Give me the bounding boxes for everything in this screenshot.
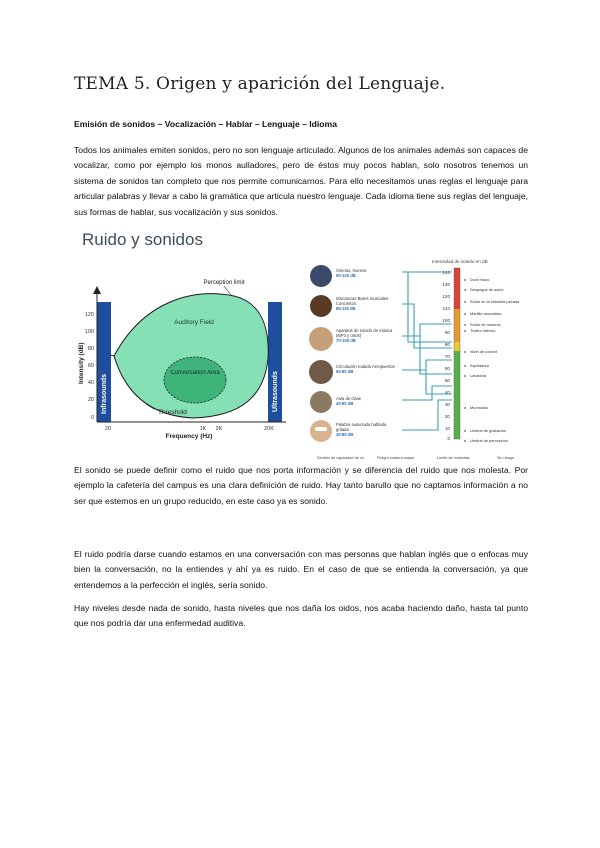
scale-tick: 30: [444, 402, 450, 407]
threshold-label: Threshold: [158, 409, 187, 416]
noise-figure: [74, 224, 534, 446]
scale-tick: 90: [444, 330, 450, 335]
source-name: Sirenas, truenos: [336, 268, 367, 273]
scale-yellow: [454, 342, 460, 352]
legend-label: Sin riesgo: [497, 456, 514, 460]
source-range: 90-120 dB: [336, 273, 356, 278]
scale-tick: 20: [444, 414, 450, 419]
scale-heading: Intensidad de sonido en dB: [432, 259, 488, 264]
paragraph-animals: Todos los animales emiten sonidos, pero no son lenguaje articulado. Algunos de los animales además son capaces de vocalizar, como por ejemplo los monos aulladores, pero de éstos muy pocos hablan, solo nosotros tenemos un sistema de sonidos tan completo que nos permite comunicarnos. Para ello necesitamos unas reglas el lenguaje para articular palabras y llevar a cabo la gramática que articula nuestro lenguaje. Cada idioma tiene sus reglas del lenguaje, sus formas de hablar, sus vocalización y sus sonidos.: [74, 145, 528, 217]
headphones-photo-icon: [309, 327, 333, 351]
source-label-box: [336, 296, 398, 318]
source-range: 50-80 dB: [336, 369, 354, 374]
effect-label: Umbral de grabación: [470, 428, 507, 433]
effect-label: Despegue de avión: [470, 287, 504, 292]
source-range: 40-80 dB: [336, 401, 354, 406]
section-subtitle: Emisión de sonidos – Vocalización – Hablar – Lenguaje – Idioma: [74, 119, 337, 129]
effect-bullet: [464, 407, 466, 409]
page-title: TEMA 5. Origen y aparición del Lenguaje.: [74, 74, 446, 94]
legend-label: Límite de molestias: [437, 456, 470, 460]
y-tick: 80: [87, 346, 94, 352]
legend-row: [74, 456, 534, 462]
scale-tick: 50: [444, 378, 450, 383]
noise-scale-infographic: [309, 259, 520, 446]
noise-figure-svg: [74, 224, 534, 446]
scale-tick: 60: [444, 366, 450, 371]
effect-bullet: [464, 324, 466, 326]
effect-label: Lavadora: [470, 373, 487, 378]
source-label-box: [336, 328, 398, 352]
x-tick: 2K: [215, 426, 223, 432]
source-range: 85-115 dB: [336, 306, 356, 311]
source-label-box: [336, 422, 398, 444]
ultrasound-label: Ultrasounds: [272, 371, 279, 412]
y-tick: 20: [87, 397, 94, 403]
source-range: 30-80 dB: [336, 432, 354, 437]
source-range: 70-100 dB: [336, 338, 356, 343]
x-tick: 20: [104, 426, 112, 432]
x-tick: 20K: [264, 426, 274, 432]
source-label-box: [336, 364, 398, 384]
y-tick: 120: [84, 312, 94, 318]
perception-limit-label: Perception limit: [203, 280, 245, 286]
effect-bullet: [464, 279, 466, 281]
scale-tick: 110: [442, 306, 450, 311]
effect-label: Dolor físico: [470, 277, 490, 282]
effect-bullet: [464, 330, 466, 332]
scale-tick: 0: [447, 436, 450, 441]
effect-label: Ruido de motores: [470, 322, 501, 327]
paragraph-noise-example: El ruido podría darse cuando estamos en una conversación con mas personas que hablan inglés que o enfocas muy bien la conversación, no la entiendes y ahí ya es ruido. En el caso de que se entienda la conversación, ya que entendemos a la perfección el inglés, sería sonido.: [74, 549, 528, 590]
scale-tick: 70: [444, 354, 450, 359]
effect-label: Murmullos: [470, 405, 488, 410]
y-axis-arrow: [93, 286, 101, 294]
conversation-label: Conversation Area: [170, 370, 220, 376]
effect-label: Trafico intenso: [470, 328, 496, 333]
effect-bullet: [464, 289, 466, 291]
x-tick: 1K: [199, 426, 207, 432]
traffic-photo-icon: [309, 360, 333, 384]
paragraph-sound-definition: El sonido se puede definir como el ruido que nos porta información y se diferencia del ruido que nos molesta. Por ejemplo la cafetería del campus es una clara definición de ruido. Hay tanto barullo que no captamos información a no ser que estemos en un grupo reducido, en este caso ya es sonido.: [74, 465, 528, 506]
effect-label: Aspiradora: [470, 363, 489, 368]
disco-photo-icon: [310, 295, 332, 317]
scale-orange: [454, 309, 460, 343]
y-tick: 40: [87, 380, 94, 386]
y-tick: 60: [87, 363, 94, 369]
legend-label: Sentido de capacidad de oír: [317, 456, 365, 460]
auditory-field-chart: [78, 280, 286, 440]
effect-bullet: [464, 301, 466, 303]
paragraph-levels: Hay niveles desde nada de sonido, hasta niveles que nos daña los oidos, nos acaba haciendo daño, hasta tal punto que nos podría dar una enfermedad auditiva.: [74, 603, 528, 629]
scale-tick: 130: [442, 282, 450, 287]
source-name: Aparatos de sonido de música (MP3 y otros): [336, 328, 393, 338]
effect-bullet: [464, 365, 466, 367]
source-name: Circulación rodada Aeropuertos: [336, 364, 395, 369]
effect-bullet: [464, 375, 466, 377]
teeth-shape: [315, 427, 327, 431]
x-axis-label: Frequency (Hz): [165, 433, 213, 440]
scale-tick: 100: [442, 318, 450, 323]
scale-tick: 140: [442, 270, 450, 275]
source-label-box: [336, 268, 398, 288]
effect-label: Martillo neumático: [470, 311, 502, 316]
effect-label: Ruido en la industria pesada: [470, 299, 520, 304]
effect-bullet: [464, 313, 466, 315]
effect-label: Umbral de percepción: [470, 438, 509, 443]
scale-green: [454, 351, 460, 439]
legend-label: Peligro sordera mayor: [377, 456, 415, 460]
scale-tick: 120: [442, 294, 450, 299]
source-name: Palabra susurrada hablada gritada: [336, 422, 387, 432]
source-name: Discotecas Bares musicales Conciertos: [336, 296, 389, 306]
sound-sources: [309, 265, 398, 444]
scale-tick: 80: [444, 342, 450, 347]
y-tick: 0: [90, 415, 94, 421]
effect-bullet: [464, 430, 466, 432]
sirens-photo-icon: [310, 265, 332, 287]
conversation-label-box: [170, 370, 220, 392]
scale-tick: 10: [444, 426, 450, 431]
effect-bullet: [464, 440, 466, 442]
source-name: Aula de clase: [336, 396, 362, 401]
source-label-box: [336, 396, 398, 412]
classroom-photo-icon: [310, 391, 332, 413]
effect-bullet: [464, 351, 466, 353]
infrasound-label: Infrasounds: [101, 373, 108, 414]
scale-tick: 40: [444, 390, 450, 395]
y-axis-label: Intensity (dB): [78, 342, 85, 384]
auditory-field-label: Auditory Field: [174, 319, 214, 326]
effect-label: Nivel de confort: [470, 349, 498, 354]
figure-heading: Ruido y sonidos: [82, 230, 203, 249]
y-tick: 100: [84, 329, 94, 335]
